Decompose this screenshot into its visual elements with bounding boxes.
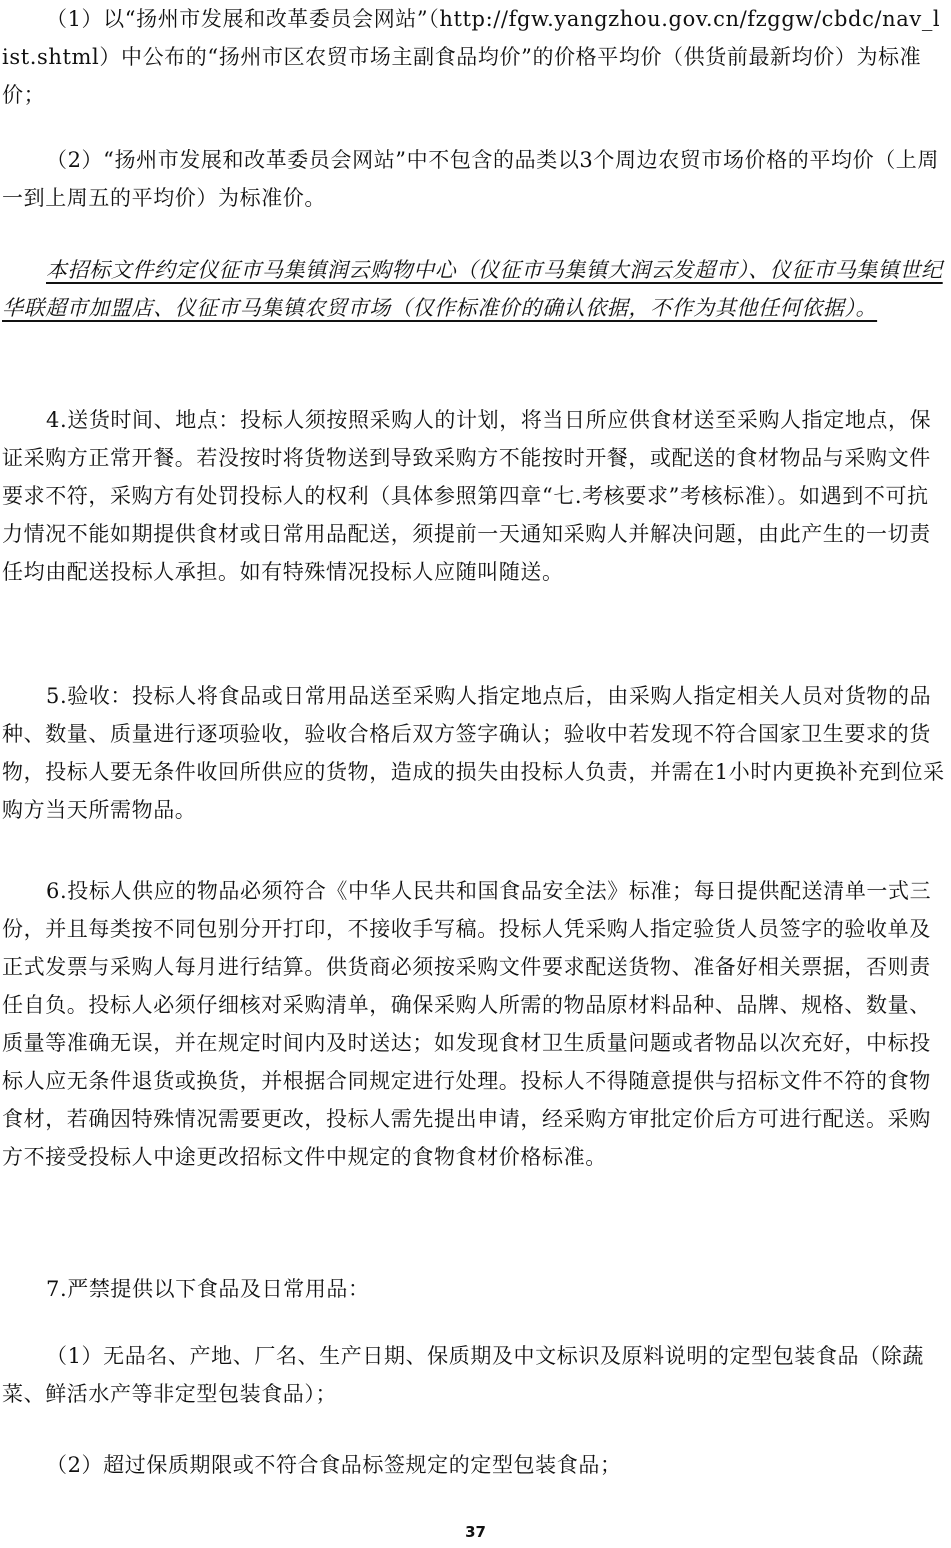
paragraph-prohibited-heading: 7.严禁提供以下食品及日常用品：: [46, 1277, 370, 1301]
paragraph-prohibited-2: （2）超过保质期限或不符合食品标签规定的定型包装食品；: [46, 1453, 622, 1477]
paragraph-standard-price-1: （1）以“扬州市发展和改革委员会网站”（http://fgw.yangzhou.gov.cn/fzggw/cbdc/nav_list.shtml）中公布的“扬州市区农贸市场主副食品均价”的价格平均价（供货前最新均价）为标准价；: [2, 7, 941, 107]
paragraph-acceptance: 5.验收：投标人将食品或日常用品送至采购人指定地点后，由采购人指定相关人员对货物的品种、数量、质量进行逐项验收，验收合格后双方签字确认；验收中若发现不符合国家卫生要求的货物，投标人要无条件收回所供应的货物，造成的损失由投标人负责，并需在1小时内更换补充到位采购方当天所需物品。: [2, 684, 945, 822]
paragraph-reference-markets: 本招标文件约定仪征市马集镇润云购物中心（仪征市马集镇大润云发超市）、仪征市马集镇世纪华联超市加盟店、仪征市马集镇农贸市场（仅作标准价的确认依据，不作为其他任何依据）。: [2, 258, 943, 320]
paragraph-standard-price-2: （2）“扬州市发展和改革委员会网站”中不包含的品类以3个周边农贸市场价格的平均价（上周一到上周五的平均价）为标准价。: [2, 148, 939, 210]
page-number: 37: [465, 1523, 486, 1541]
paragraph-prohibited-1: （1）无品名、产地、厂名、生产日期、保质期及中文标识及原料说明的定型包装食品（除蔬菜、鲜活水产等非定型包装食品）；: [2, 1344, 924, 1406]
paragraph-supply-standards: 6.投标人供应的物品必须符合《中华人民共和国食品安全法》标准；每日提供配送清单一式三份，并且每类按不同包别分开打印，不接收手写稿。投标人凭采购人指定验货人员签字的验收单及正式发票与采购人每月进行结算。供货商必须按采购文件要求配送货物、准备好相关票据，否则责任自负。投标人必须仔细核对采购清单，确保采购人所需的物品原材料品种、品牌、规格、数量、质量等准确无误，并在规定时间内及时送达；如发现食材卫生质量问题或者物品以次充好，中标投标人应无条件退货或换货，并根据合同规定进行处理。投标人不得随意提供与招标文件不符的食物食材，若确因特殊情况需要更改，投标人需先提出申请，经采购方审批定价后方可进行配送。采购方不接受投标人中途更改招标文件中规定的食物食材价格标准。: [2, 879, 932, 1169]
paragraph-delivery-time: 4.送货时间、地点：投标人须按照采购人的计划，将当日所应供食材送至采购人指定地点，保证采购方正常开餐。若没按时将货物送到导致采购方不能按时开餐，或配送的食材物品与采购文件要求不符，采购方有处罚投标人的权利（具体参照第四章“七.考核要求”考核标准）。如遇到不可抗力情况不能如期提供食材或日常用品配送，须提前一天通知采购人并解决问题，由此产生的一切责任均由配送投标人承担。如有特殊情况投标人应随叫随送。: [2, 408, 932, 584]
